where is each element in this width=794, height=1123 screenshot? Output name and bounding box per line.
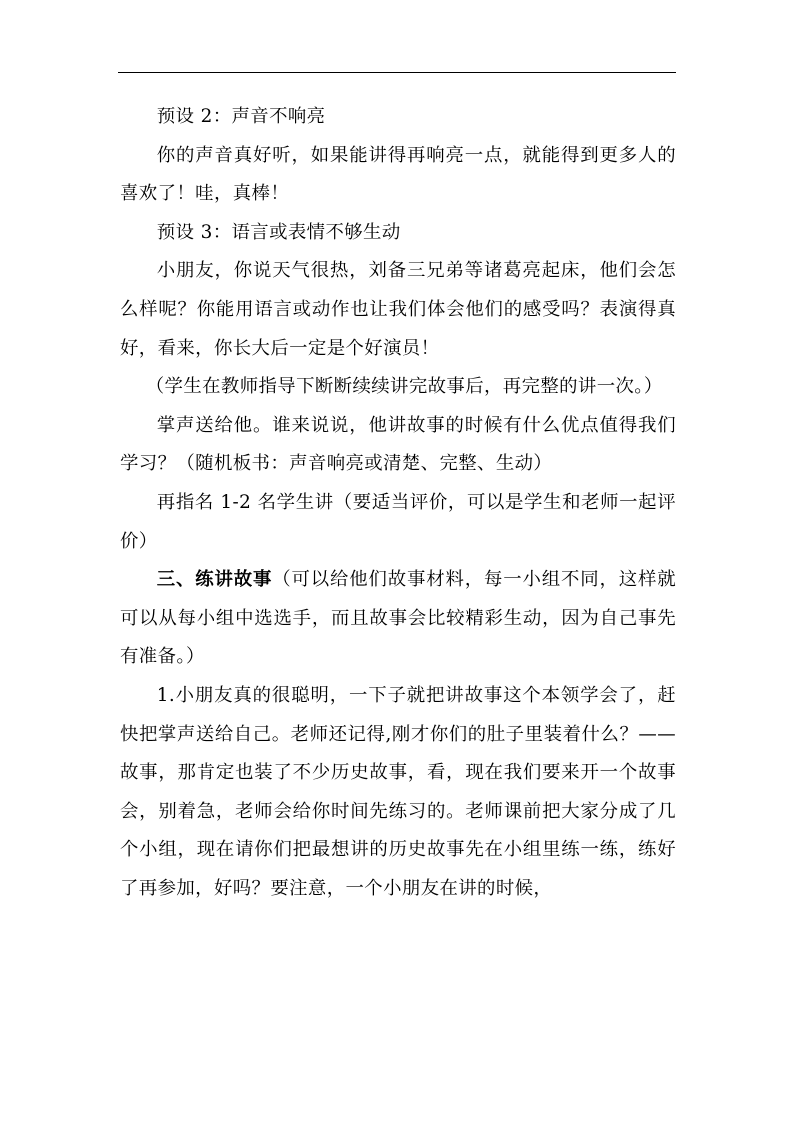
paragraph-liubei-story: 小朋友，你说天气很热，刘备三兄弟等诸葛亮起床，他们会怎么样呢？你能用语言或动作也让我们体会他们的感受吗？表演得真好，看来，你长大后一定是个好演员！: [120, 260, 676, 359]
header-rule: [118, 72, 676, 73]
paragraph-section-three: [120, 561, 676, 677]
document-body: [120, 98, 676, 908]
paragraph-name-students: 再指名 1-2 名学生讲（要适当评价，可以是学生和老师一起评价）: [120, 491, 676, 552]
paragraph-applause: 掌声送给他。谁来说说，他讲故事的时候有什么优点值得我们学习？（随机板书：声音响亮或清楚、完整、生动）: [120, 414, 676, 475]
paragraph-preset-3: 预设 3：语言或表情不够生动: [156, 221, 401, 243]
paragraph-preset-2: 预设 2：声音不响亮: [156, 106, 326, 127]
section-heading-practice: 三、练讲故事: [156, 569, 273, 591]
section-three-text: （可以给他们故事材料，每一小组不同，这样就可以从每小组中选选手，而且故事会比较精彩生动，因为自己事先有准备。）: [120, 569, 676, 668]
paragraph-praise-loud: 你的声音真好听，如果能讲得再响亮一点，就能得到更多人的喜欢了！哇，真棒！: [120, 144, 676, 205]
paragraph-story-meeting: 1.小朋友真的很聪明，一下子就把讲故事这个本领学会了，赶快把掌声送给自己。老师还记得,刚才你们的肚子里装着什么？——故事，那肯定也装了不少历史故事，看，现在我们要来开一个故事会，别着急，老师会给你时间先练习的。老师课前把大家分成了几个小组，现在请你们把最想讲的历史故事先在小组里练一练，练好了再参加，好吗？要注意，一个小朋友在讲的时候，: [120, 684, 676, 899]
paragraph-student-retell: （学生在教师指导下断断续续讲完故事后，再完整的讲一次。）: [145, 376, 663, 398]
